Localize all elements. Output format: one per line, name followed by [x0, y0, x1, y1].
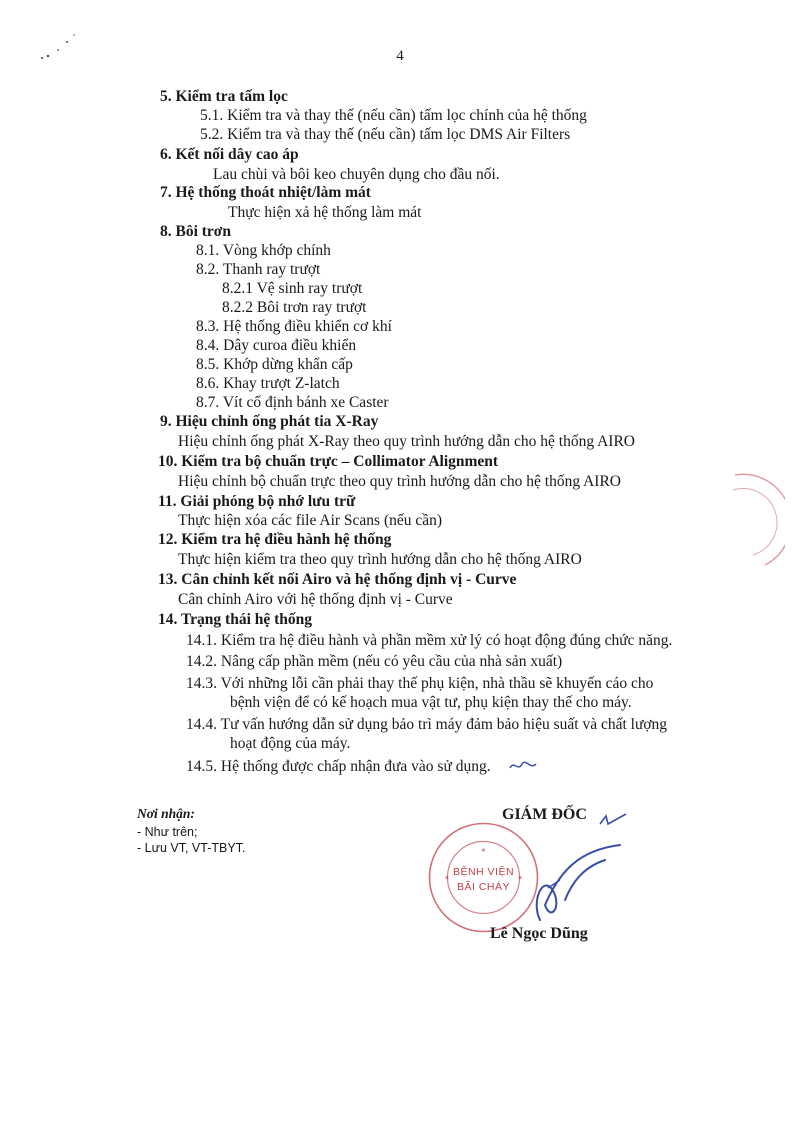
list-item: 8.1. Vòng khớp chính [196, 242, 331, 259]
list-item: Cân chỉnh Airo với hệ thống định vị - Curve [178, 591, 453, 608]
recipient-line: - Như trên; [137, 825, 198, 839]
partial-page-seal [725, 470, 785, 570]
list-item: 8.5. Khớp dừng khẩn cấp [196, 356, 353, 373]
initial-mark-list [508, 758, 538, 774]
list-item: Hiệu chỉnh bộ chuẩn trực theo quy trình hướng dẫn cho hệ thống AIRO [178, 473, 621, 490]
list-item: 8.2.2 Bôi trơn ray trượt [222, 299, 367, 316]
list-item: 14.4. Tư vấn hướng dẫn sử dụng bảo trì máy đảm bảo hiệu suất và chất lượng [186, 716, 668, 733]
section-heading: 13. Cân chỉnh kết nối Airo và hệ thống định vị - Curve [158, 571, 517, 588]
stamp-text-line1: BỆNH VIỆN [452, 866, 515, 878]
list-item: 14.1. Kiểm tra hệ điều hành và phần mềm xử lý có hoạt động đúng chức năng. [186, 632, 673, 649]
list-item: Thực hiện xóa các file Air Scans (nếu cần) [178, 512, 443, 529]
list-item: 8.2.1 Vệ sinh ray trượt [222, 280, 363, 297]
list-item: 14.5. Hệ thống được chấp nhận đưa vào sử dụng. [186, 758, 491, 775]
list-item: 14.3. Với những lỗi cần phải thay thế phụ kiện, nhà thầu sẽ khuyến cáo cho [186, 675, 654, 692]
recipients-title: Nơi nhận: [137, 806, 195, 821]
section-heading: 8. Bôi trơn [160, 223, 232, 240]
signatory-name: Lê Ngọc Dũng [490, 925, 588, 942]
list-item: Thực hiện kiểm tra theo quy trình hướng dẫn cho hệ thống AIRO [178, 551, 582, 568]
list-item: Hiệu chỉnh ống phát X-Ray theo quy trình hướng dẫn cho hệ thống AIRO [178, 433, 635, 450]
list-item: 14.2. Nâng cấp phần mềm (nếu có yêu cầu của nhà sản xuất) [186, 653, 563, 670]
section-heading: 14. Trạng thái hệ thống [158, 611, 313, 628]
list-item: bệnh viện để có kế hoạch mua vật tư, phụ kiện thay thế cho máy. [230, 694, 632, 711]
section-heading: 7. Hệ thống thoát nhiệt/làm mát [160, 184, 371, 201]
list-item: 5.2. Kiểm tra và thay thế (nếu cần) tấm lọc DMS Air Filters [200, 126, 571, 143]
list-item: Lau chùi và bôi keo chuyên dụng cho đầu nối. [213, 166, 500, 183]
list-item: 5.1. Kiểm tra và thay thế (nếu cần) tấm lọc chính của hệ thống [200, 107, 587, 124]
list-item: 8.2. Thanh ray trượt [196, 261, 321, 278]
section-heading: 6. Kết nối dây cao áp [160, 146, 299, 163]
section-heading: 5. Kiểm tra tấm lọc [160, 88, 288, 105]
initial-mark [598, 812, 628, 828]
list-item: 8.4. Dây curoa điều khiển [196, 337, 357, 354]
stamp-text-line2: BÃI CHÁY [456, 881, 510, 893]
section-heading: 9. Hiệu chỉnh ống phát tia X-Ray [160, 413, 379, 430]
list-item: 8.3. Hệ thống điều khiển cơ khí [196, 318, 392, 335]
recipient-line: - Lưu VT, VT-TBYT. [137, 841, 246, 855]
page-number: 4 [396, 48, 404, 64]
list-item: hoạt động của máy. [230, 735, 351, 752]
list-item: 8.7. Vít cố định bánh xe Caster [196, 394, 389, 411]
list-item: Thực hiện xả hệ thống làm mát [228, 204, 422, 221]
list-item: 8.6. Khay trượt Z-latch [196, 375, 340, 392]
section-heading: 11. Giải phóng bộ nhớ lưu trữ [158, 493, 356, 510]
signatory-title: GIÁM ĐỐC [502, 806, 587, 823]
section-heading: 10. Kiểm tra bộ chuẩn trực – Collimator Alignment [158, 453, 499, 470]
handwritten-signature [520, 840, 630, 930]
section-heading: 12. Kiểm tra hệ điều hành hệ thống [158, 531, 392, 548]
